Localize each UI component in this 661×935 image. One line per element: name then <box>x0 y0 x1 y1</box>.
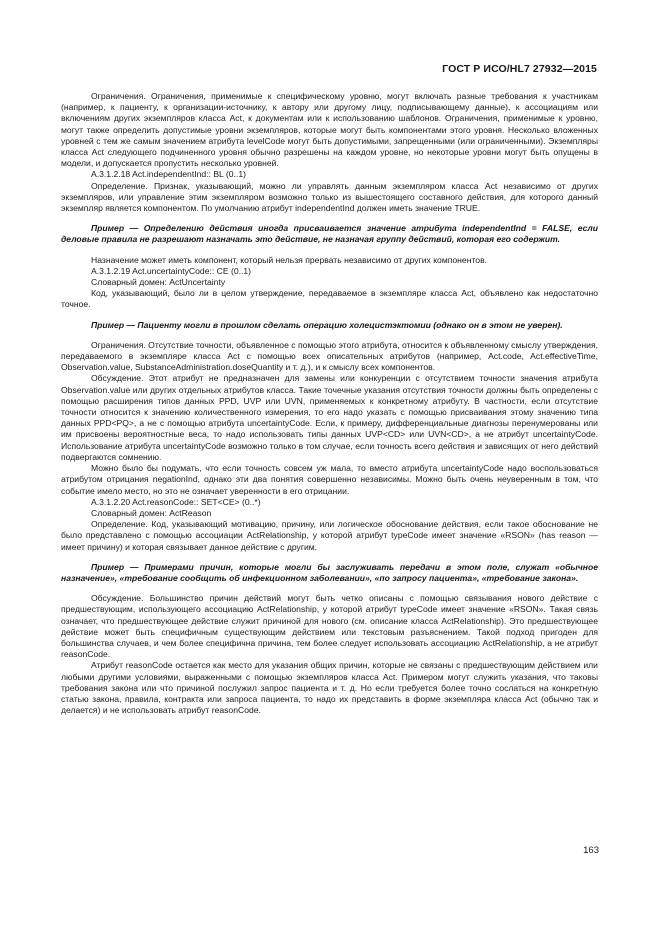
paragraph: Ограничения. Отсутствие точности, объявленное с помощью этого атрибута, относится к объявленному смыслу утверждения, передаваемого в экземпляре класса Act с помощью всех описательных атрибутов (например, Act.code, Act.effectiveTime, Observation.value, SubstanceAdministration.doseQuantity и т. д.), и к смыслу всех компонентов. <box>61 339 598 373</box>
paragraph: A.3.1.2.18 Act.independentInd:: BL (0..1) <box>91 169 246 180</box>
paragraph: Код, указывающий, было ли в целом утверждение, передаваемое в экземпляре класса Act, объявлено как недостаточно точное. <box>61 288 598 310</box>
paragraph: Можно было бы подумать, что если точность совсем уж мала, то вместо атрибута uncertaintyCode надо воспользоваться атрибутом отрицания negationInd, однако эти два понятия совершенно независимы. Можно быть очень неуверенным в том, что событие имело место, но это не означает уверенности в его отрицании. <box>61 463 598 496</box>
paragraph: Атрибут reasonCode остается как место для указания общих причин, которые не связаны с предшествующим действием или любыми другими условиями, выраженными с помощью экземпляров класса Act. Примером могут служить указания, что таковы требования закона или что причиной послужил запрос пациента и т. д. Но если требуется более точно сослаться на конкретную статью закона, правила, контракта или запроса пациента, то надо их представить в форме экземпляра класса Act (обычно так и делается) и не использовать атрибут reasonCode. <box>61 660 598 716</box>
page-number: 163 <box>583 845 599 856</box>
body-text <box>61 91 598 716</box>
paragraph: Определение. Признак, указывающий, можно ли управлять данным экземпляром класса Act независимо от других экземпляров, или управление этим экземпляром возможно только из вышестоящего составного действия, для которого данный экземпляр является компонентом. По умолчанию атрибут independentInd должен иметь значение TRUE. <box>61 180 598 214</box>
paragraph: Обсуждение. Большинство причин действий могут быть четко описаны с помощью связывания нового действие с предшествующим, использующего ассоциацию ActRelationship, у которой атрибут typeCode имеет значение «RSON». Такая связь означает, что предшествующее действие служит причиной для нового (см. описание класса ActRelationship). Это предшествующее действие может быть специфичным существующим действием или текстовым разъяснением. Такой подход пригоден для большинства случаев, и чем более специфична причина, тем более следует использовать ассоциацию ActRelationship, а не атрибут reasonCode. <box>61 593 598 660</box>
paragraph: Словарный домен: ActReason <box>91 507 212 518</box>
standard-header: ГОСТ Р ИСО/HL7 27932—2015 <box>442 63 597 75</box>
paragraph: Назначение может иметь компонент, который нельзя прервать независимо от других компонентов. <box>91 254 488 265</box>
paragraph: A.3.1.2.20 Act.reasonCode:: SET<CE> (0..*) <box>91 496 261 507</box>
paragraph: A.3.1.2.19 Act.uncertaintyCode:: CE (0..1) <box>91 265 252 276</box>
example-paragraph: Пример — Определению действия иногда присваивается значение атрибута independentInd = FALSE, если деловые правила не разрешают назначать это действие, не назначая группу действий, которая его содержит. <box>61 223 598 245</box>
paragraph: Обсуждение. Этот атрибут не предназначен для замены или конкуренции с отсутствием точности значения атрибута Observation.value или других отдельных атрибутов класса. Такие точечные указания отсутствия точности должны быть определены с помощью расширения типов данных PPD, UVP или UVN, применяемых к конкретному атрибуту. В частности, если отсутствие точности относится к значению количественного измерения, то его надо указать с помощью присваивания этому значению типа данных PPD<PQ>, а не с помощью атрибута uncertaintyCode. Если, к примеру, дифференциальные диагнозы перенумерованы или им присвоены вероятностные веса, то надо использовать типы данных UVP<CD> или UVN<CD>, а не атрибут uncertaintyCode. Использование атрибута uncertaintyCode возможно только в том случае, если точность всего действия и зависящих от него действий подвергаются сомнению. <box>61 373 598 462</box>
paragraph: Определение. Код, указывающий мотивацию, причину, или логическое обоснование действия, если такое обоснование не было представлено с помощью ассоциации ActRelationship, у которой атрибут typeCode имеет значение «RSON» (has reason — имеет причину) и которая связывает данное действие с другим. <box>61 519 598 552</box>
paragraph: Ограничения. Ограничения, применимые к специфическому уровню, могут включать разные требования к участникам (например, к пациенту, к организации-источнику, к автору или другому лицу, подписывающему данные), к ассоциациям или включениям других экземпляров класса Act, к документам или к использованию шаблонов. Ограничения, применимые к уровню, могут также определить допустимые уровни экземпляров, которые могут быть компонентами этого уровня. Несколько вложенных уровней с тем же самым значением атрибута levelCode могут быть допустимыми, запрещенными (или ограниченными). Экземпляры класса Act следующего подчиненного уровня обычно разрешены на каждом уровне, но некоторые уровни могут быть опущены в модели, и допускается пропустить несколько уровней. <box>61 91 598 169</box>
example-paragraph: Пример — Пациенту могли в прошлом сделать операцию холецистэктомии (однако он в этом не уверен). <box>91 319 563 330</box>
example-paragraph: Пример — Примерами причин, которые могли бы заслуживать передачи в этом поле, служат «обычное назначение», «требование сообщить об инфекционном заболевании», «по запросу пациента», «требование закона». <box>61 561 598 583</box>
paragraph: Словарный домен: ActUncertainty <box>91 277 226 288</box>
